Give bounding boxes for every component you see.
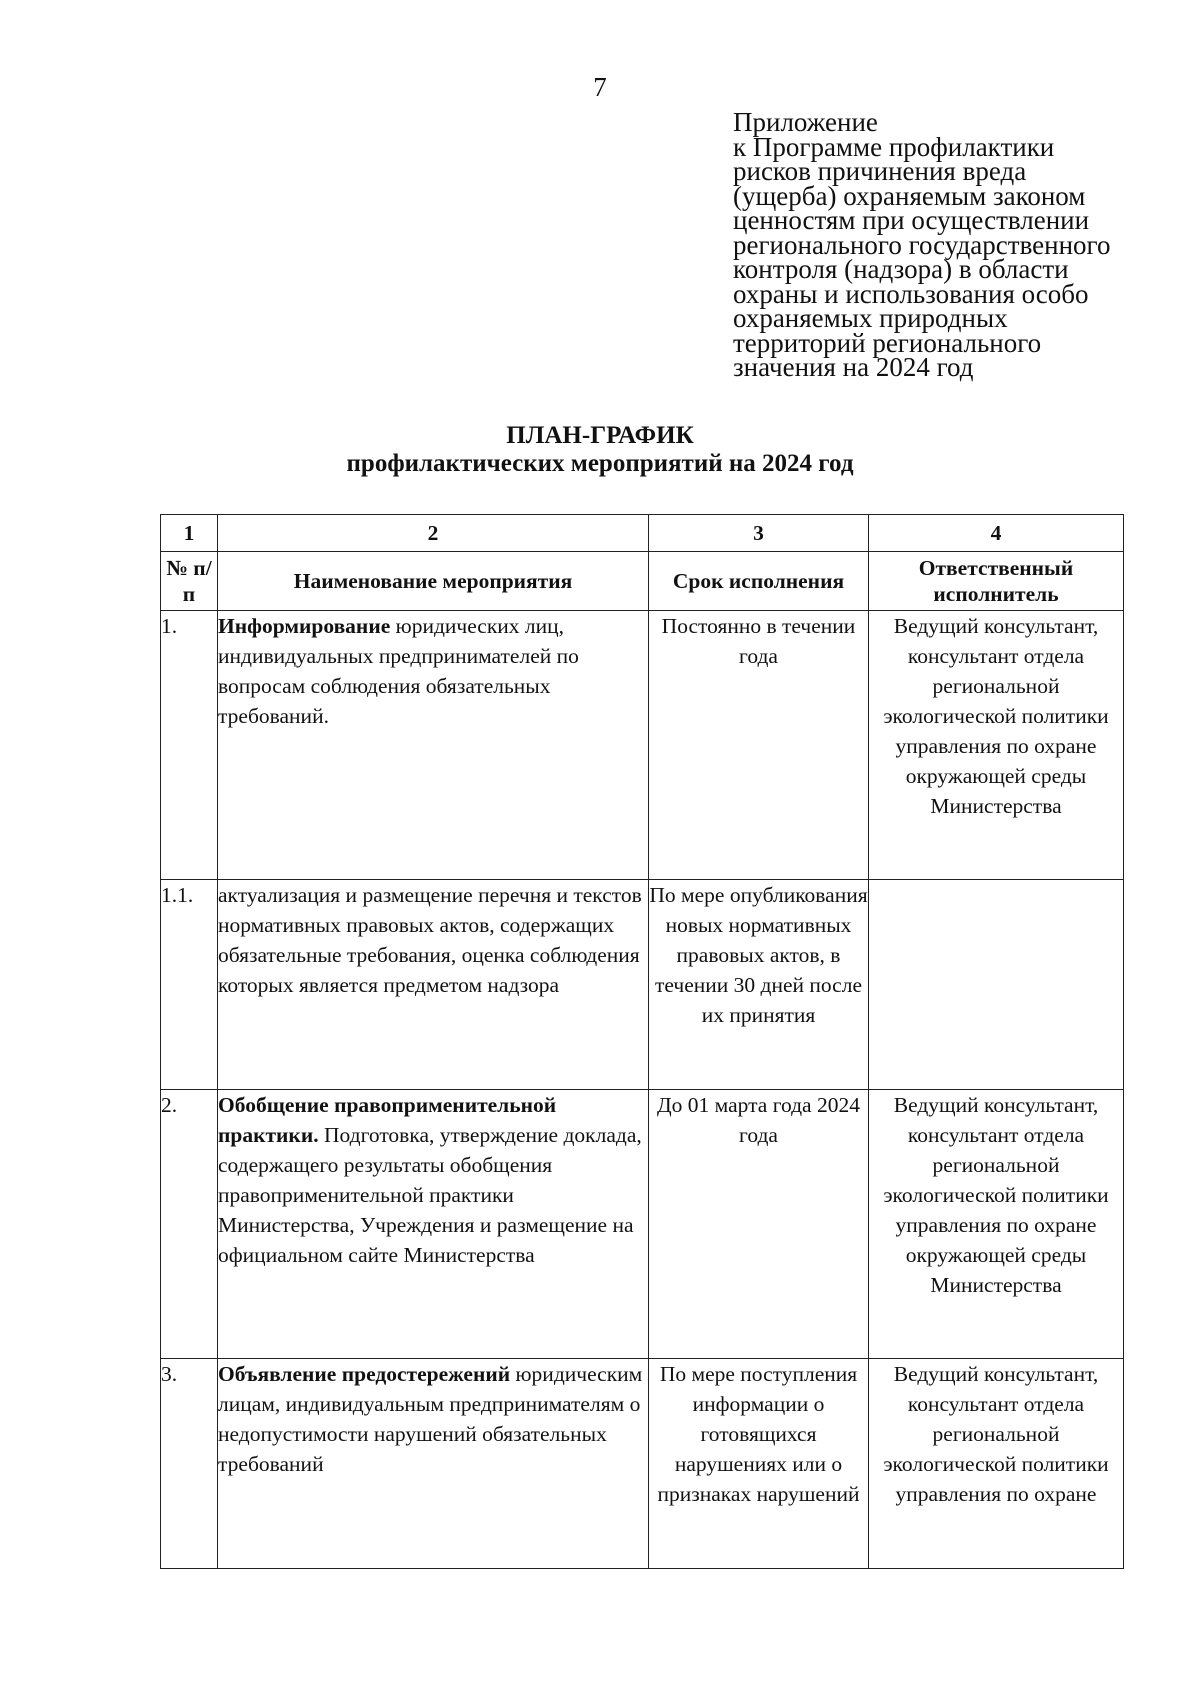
appendix-line: охраняемых природных: [733, 303, 1008, 333]
row-name: [218, 1090, 649, 1359]
row-name-text: Подготовка, утверждение доклада, содержащего результаты обобщения правоприменительной практики Министерства, Учреждения и размещение на официальном сайте Министерства: [218, 1123, 642, 1267]
appendix-line: ценностям при осуществлении: [733, 205, 1090, 235]
row-responsible: [869, 880, 1124, 1090]
row-name-text: юридическим лицам, индивидуальным предпринимателям о недопустимости нарушений обязательных требований: [218, 1362, 643, 1476]
row-name-text: актуализация и размещение перечня и текстов нормативных правовых актов, содержащих обязательные требования, оценка соблюдения которых является предметом надзора: [218, 883, 642, 997]
header-responsible: Ответственный исполнитель: [869, 552, 1124, 611]
appendix-line: территорий регионального: [733, 327, 1042, 358]
row-term: По мере опубликования новых нормативных правовых актов, в течении 30 дней после их принятия: [649, 880, 869, 1090]
row-name-text: юридических лиц, индивидуальных предпринимателей по вопросам соблюдения обязательных требований.: [218, 614, 579, 728]
row-name-lead: Обобщение правоприменительной практики.: [218, 1093, 557, 1147]
appendix-line: Приложение: [733, 107, 878, 137]
row-number: 1.: [161, 611, 218, 880]
row-name-lead: Информирование: [218, 614, 391, 638]
appendix-line: к Программе профилактики: [733, 131, 1055, 162]
appendix-block: [733, 107, 1173, 382]
row-term: По мере поступления информации о готовящихся нарушениях или о признаках нарушений: [649, 1359, 869, 1569]
page-number: 7: [593, 72, 607, 102]
table-row: [161, 1359, 1124, 1569]
appendix-line: контроля (надзора) в области: [733, 254, 1069, 284]
document-title: [0, 422, 1200, 478]
table-row: [161, 880, 1124, 1090]
row-name: [218, 1359, 649, 1569]
row-name: [218, 880, 649, 1090]
title-main: ПЛАН-ГРАФИК: [506, 422, 694, 449]
row-name-lead: Объявление предостережений: [218, 1362, 511, 1386]
table-row: [161, 1090, 1124, 1359]
row-name: [218, 611, 649, 880]
row-responsible: Ведущий консультант, консультант отдела региональной экологической политики управления по охране: [869, 1359, 1124, 1569]
column-number-row: [161, 515, 1124, 552]
column-number: 2: [218, 515, 649, 552]
title-sub: профилактических мероприятий на 2024 год: [346, 450, 854, 477]
appendix-line: охраны и использования особо: [733, 278, 1089, 309]
column-number: 4: [869, 515, 1124, 552]
appendix-line: значения на 2024 год: [733, 352, 974, 382]
row-responsible: Ведущий консультант, консультант отдела региональной экологической политики управления по охране окружающей среды Министерства: [869, 611, 1124, 880]
row-number: 1.1.: [161, 880, 218, 1090]
header-row: [161, 552, 1124, 611]
row-term: Постоянно в течении года: [649, 611, 869, 880]
appendix-line: рисков причинения вреда: [733, 156, 1027, 186]
table-row: [161, 611, 1124, 880]
row-number: 2.: [161, 1090, 218, 1359]
row-term: До 01 марта года 2024 года: [649, 1090, 869, 1359]
column-number: 3: [649, 515, 869, 552]
appendix-line: (ущерба) охраняемым законом: [733, 180, 1086, 211]
appendix-line: регионального государственного: [733, 229, 1111, 260]
row-responsible: Ведущий консультант, консультант отдела региональной экологической политики управления по охране окружающей среды Министерства: [869, 1090, 1124, 1359]
row-number: 3.: [161, 1359, 218, 1569]
header-num: № п/п: [161, 552, 218, 611]
plan-table: [160, 514, 1124, 1569]
header-term: Срок исполнения: [649, 552, 869, 611]
header-name: Наименование мероприятия: [218, 552, 649, 611]
column-number: 1: [161, 515, 218, 552]
